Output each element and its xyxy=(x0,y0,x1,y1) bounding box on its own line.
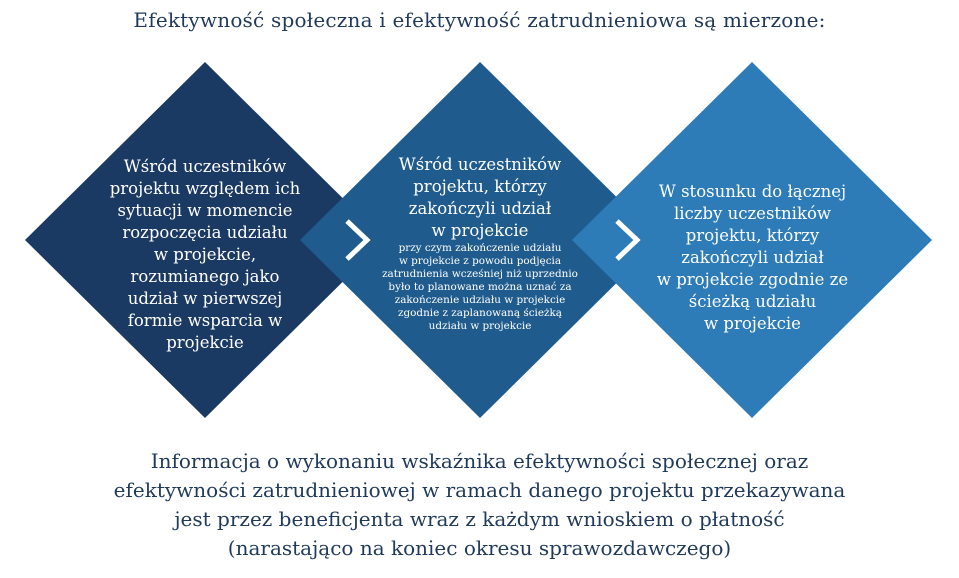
card-2-note-line: udziału w projekcie xyxy=(428,320,532,332)
card-3-line: w projekcie xyxy=(704,314,801,333)
card-2-line: Wśród uczestników xyxy=(398,155,562,174)
card-2-note-line: było to planowane można uznać za xyxy=(388,281,572,293)
card-2-note-line: zgodnie z zaplanowaną ścieżką xyxy=(398,307,562,319)
card-2-note-line: w projekcie z powodu podjęcia xyxy=(398,255,562,267)
card-1-line: w projekcie, xyxy=(153,245,257,264)
card-2-text xyxy=(365,154,595,333)
page-title: Efektywność społeczna i efektywność zatrudnieniowa są mierzone: xyxy=(133,8,826,32)
card-1-line: udział w pierwszej xyxy=(127,289,283,308)
card-2-line: w projekcie xyxy=(431,221,529,240)
card-3-line: projektu, którzy xyxy=(685,226,820,245)
card-1-line: projekcie xyxy=(166,333,244,352)
card-2-note-line: zakończenie udziału w projekcie xyxy=(394,294,566,306)
card-3-line: zakończyli udział xyxy=(681,248,824,267)
card-3-line: liczby uczestników xyxy=(674,204,831,223)
footer-line: jest przez beneficjenta wraz z każdym wnioskiem o płatność xyxy=(174,507,785,531)
card-1-line: formie wsparcia w xyxy=(127,311,283,330)
card-3-line: ścieżką udziału xyxy=(688,292,817,311)
card-3-line: W stosunku do łącznej xyxy=(658,182,847,201)
footer-line: efektywności zatrudnieniowej w ramach danego projektu przekazywana xyxy=(113,478,846,502)
card-3-text xyxy=(640,181,865,335)
card-1-line: projektu względem ich xyxy=(109,179,301,198)
footer-line: (narastająco na koniec okresu sprawozdawczego) xyxy=(227,536,732,560)
footer-note xyxy=(0,447,959,563)
footer-line: Informacja o wykonaniu wskaźnika efektywności społecznej oraz xyxy=(150,449,809,473)
card-1-line: Wśród uczestników xyxy=(123,157,287,176)
card-3-line: w projekcie zgodnie ze xyxy=(656,270,849,289)
card-2-note-line: zatrudnienia wcześniej niż uprzednio xyxy=(382,268,578,280)
card-1-line: rozumianego jako xyxy=(130,267,280,286)
card-2-line: projektu, którzy xyxy=(413,177,547,196)
card-1-text xyxy=(85,156,325,354)
card-2-line: zakończyli udział xyxy=(408,199,552,218)
card-2-note-line: przy czym zakończenie udziału xyxy=(398,242,562,254)
card-1-line: sytuacji w momencie xyxy=(117,201,293,220)
card-1-line: rozpoczęcia udziału xyxy=(122,223,288,242)
